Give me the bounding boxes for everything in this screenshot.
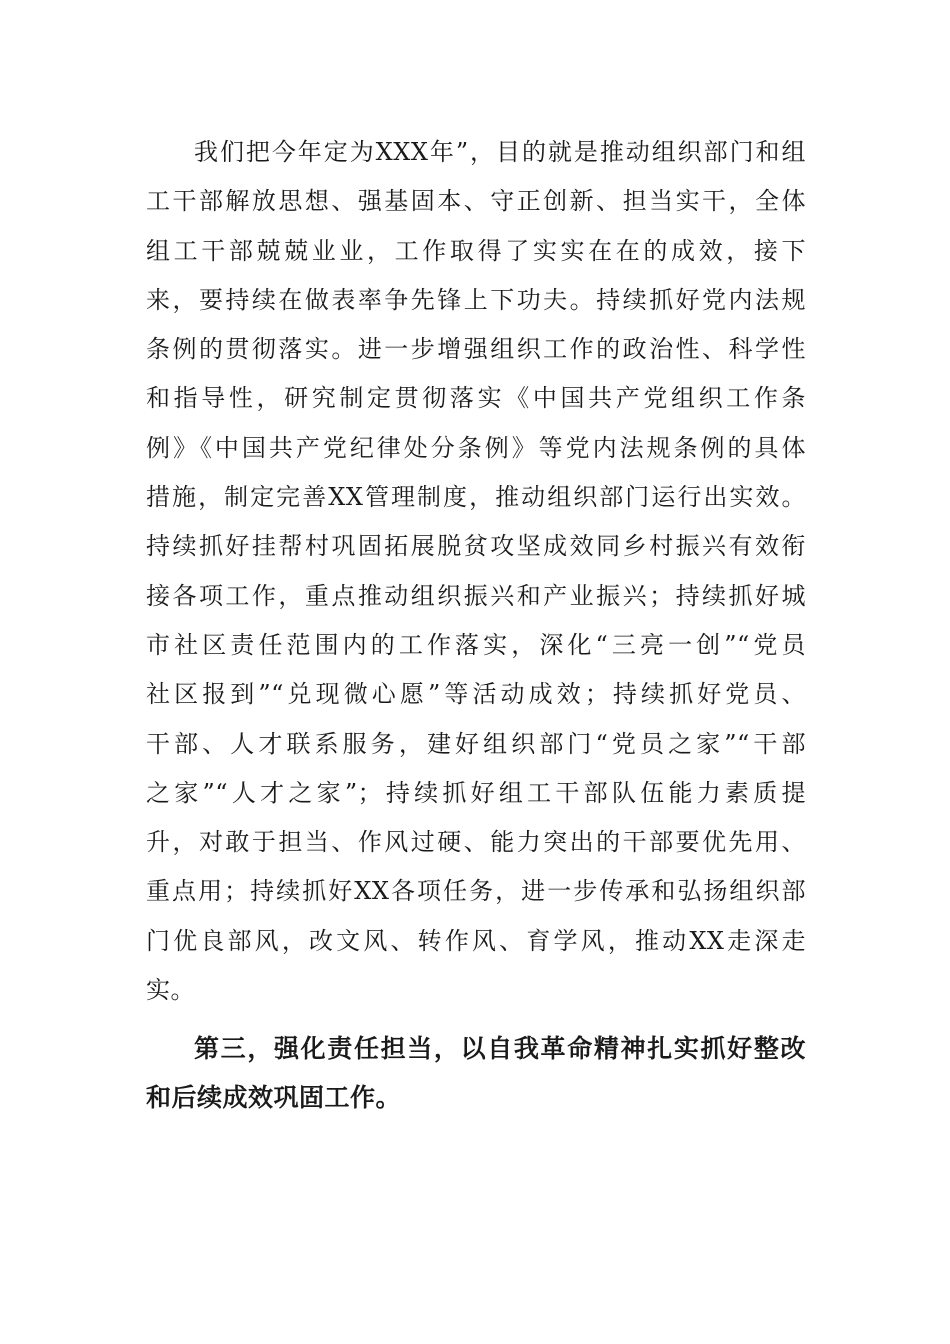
text-line: 我们把今年定为XXX年”，目的就是推动组织部门和组 (194, 138, 806, 166)
text-line: 持续抓好挂帮村巩固拓展脱贫攻坚成效同乡村振兴有效衔 (146, 532, 806, 561)
text-line: 组工干部兢兢业业，工作取得了实实在在的成效，接下 (146, 236, 806, 265)
heading-line: 第三，强化责任担当，以自我革命精神扎实抓好整改 (194, 1034, 806, 1063)
text-line: 实。 (146, 976, 195, 1005)
heading-line: 和后续成效巩固工作。 (146, 1083, 402, 1112)
text-line: 升，对敢于担当、作风过硬、能力突出的干部要优先用、 (146, 828, 806, 857)
text-line: 干部、人才联系服务，建好组织部门“党员之家”“干部 (146, 729, 806, 758)
text-line: 接各项工作，重点推动组织振兴和产业振兴；持续抓好城 (146, 581, 806, 610)
body-paragraph (146, 128, 806, 1015)
text-line: 条例的贯彻落实。进一步增强组织工作的政治性、科学性 (146, 335, 806, 364)
text-line: 门优良部风，改文风、转作风、育学风，推动XX走深走 (146, 926, 806, 955)
text-line: 市社区责任范围内的工作落实，深化“三亮一创”“党员 (146, 630, 806, 659)
text-line: 工干部解放思想、强基固本、守正创新、担当实干，全体 (146, 187, 806, 216)
text-line: 措施，制定完善XX管理制度，推动组织部门运行出实效。 (146, 483, 806, 512)
text-line: 来，要持续在做表率争先锋上下功夫。持续抓好党内法规 (146, 285, 806, 314)
section-heading (146, 1024, 806, 1122)
text-line: 例》《中国共产党纪律处分条例》等党内法规条例的具体 (146, 433, 806, 462)
text-line: 重点用；持续抓好XX各项任务，进一步传承和弘扬组织部 (146, 877, 806, 906)
text-line: 和指导性，研究制定贯彻落实《中国共产党组织工作条 (146, 384, 806, 413)
text-line: 之家”“人才之家”；持续抓好组工干部队伍能力素质提 (146, 778, 806, 807)
text-line: 社区报到”“兑现微心愿”等活动成效；持续抓好党员、 (146, 680, 806, 709)
